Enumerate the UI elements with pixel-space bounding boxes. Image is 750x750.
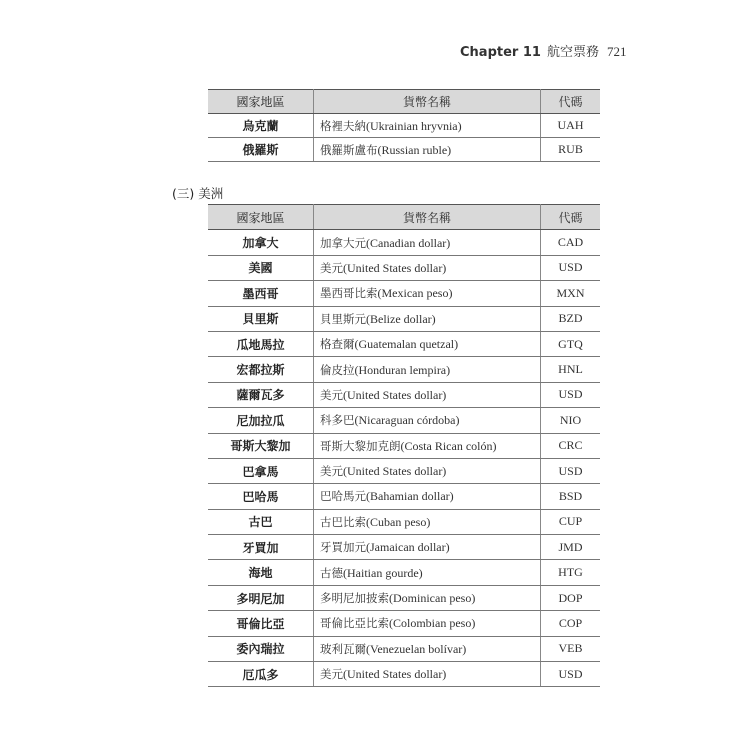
table-row xyxy=(208,585,600,610)
country-cell: 海地 xyxy=(208,560,314,585)
currency-name-zh: 美元 xyxy=(320,464,343,479)
code-cell: UAH xyxy=(541,114,601,138)
table-row xyxy=(208,357,600,382)
currency-cell xyxy=(314,230,541,255)
currency-name-en: (Venezuelan bolívar) xyxy=(366,641,467,656)
currency-cell xyxy=(314,281,541,306)
currency-name-en: (Dominican peso) xyxy=(389,591,476,606)
code-cell: RUB xyxy=(541,138,601,162)
page-header xyxy=(460,41,627,60)
currency-name-en: (Belize dollar) xyxy=(366,311,436,326)
table-row xyxy=(208,281,600,306)
currency-cell xyxy=(314,408,541,433)
table-row xyxy=(208,114,600,138)
code-cell: USD xyxy=(541,382,601,407)
table-row xyxy=(208,408,600,433)
country-cell: 巴哈馬 xyxy=(208,484,314,509)
currency-name-en: (United States dollar) xyxy=(343,667,447,682)
country-cell: 加拿大 xyxy=(208,230,314,255)
currency-name-zh: 哥倫比亞比索 xyxy=(320,616,389,631)
code-cell: USD xyxy=(541,458,601,483)
table-row xyxy=(208,230,600,255)
currency-cell xyxy=(314,585,541,610)
currency-name-zh: 墨西哥比索 xyxy=(320,286,378,301)
code-cell: COP xyxy=(541,611,601,636)
currency-table-americas xyxy=(208,204,600,687)
table-body xyxy=(208,230,600,687)
country-cell: 哥斯大黎加 xyxy=(208,433,314,458)
currency-cell xyxy=(314,484,541,509)
country-cell: 烏克蘭 xyxy=(208,114,314,138)
table-row xyxy=(208,509,600,534)
table-row xyxy=(208,382,600,407)
code-cell: CAD xyxy=(541,230,601,255)
currency-cell xyxy=(314,138,541,162)
currency-name-zh: 俄羅斯盧布 xyxy=(320,142,378,157)
currency-name-en: (Bahamian dollar) xyxy=(366,489,454,504)
currency-cell xyxy=(314,560,541,585)
country-cell: 貝里斯 xyxy=(208,306,314,331)
currency-name-en: (Cuban peso) xyxy=(366,514,431,529)
country-cell: 俄羅斯 xyxy=(208,138,314,162)
currency-name-zh: 古德 xyxy=(320,565,343,580)
country-cell: 美國 xyxy=(208,255,314,280)
code-cell: HNL xyxy=(541,357,601,382)
table-row xyxy=(208,535,600,560)
code-cell: BSD xyxy=(541,484,601,509)
currency-name-zh: 格查爾 xyxy=(320,337,355,352)
currency-name-en: (Haitian gourde) xyxy=(343,565,423,580)
table-body xyxy=(208,114,600,162)
code-cell: VEB xyxy=(541,636,601,661)
currency-name-en: (United States dollar) xyxy=(343,387,447,402)
table-row xyxy=(208,458,600,483)
currency-name-zh: 格裡夫納 xyxy=(320,118,366,133)
code-cell: CUP xyxy=(541,509,601,534)
currency-name-zh: 哥斯大黎加克朗 xyxy=(320,438,401,453)
table-row xyxy=(208,560,600,585)
currency-cell xyxy=(314,509,541,534)
currency-name-en: (Costa Rican colón) xyxy=(400,438,497,453)
currency-name-en: (Mexican peso) xyxy=(377,286,453,301)
country-cell: 厄瓜多 xyxy=(208,662,314,687)
code-cell: USD xyxy=(541,255,601,280)
currency-cell xyxy=(314,306,541,331)
currency-name-en: (Colombian peso) xyxy=(389,616,476,631)
country-cell: 委內瑞拉 xyxy=(208,636,314,661)
table-header-row xyxy=(208,90,600,114)
code-cell: MXN xyxy=(541,281,601,306)
code-cell: USD xyxy=(541,662,601,687)
column-header-code: 代碼 xyxy=(541,205,601,230)
currency-name-en: (Canadian dollar) xyxy=(366,235,451,250)
table-row xyxy=(208,611,600,636)
currency-name-zh: 巴哈馬元 xyxy=(320,489,366,504)
currency-cell xyxy=(314,357,541,382)
currency-name-zh: 多明尼加披索 xyxy=(320,591,389,606)
chapter-title: 航空票務 xyxy=(546,45,599,60)
code-cell: NIO xyxy=(541,408,601,433)
table-row xyxy=(208,255,600,280)
currency-cell xyxy=(314,114,541,138)
country-cell: 多明尼加 xyxy=(208,585,314,610)
currency-name-zh: 美元 xyxy=(320,667,343,682)
table-row xyxy=(208,306,600,331)
currency-name-en: (Guatemalan quetzal) xyxy=(354,337,459,352)
currency-cell xyxy=(314,255,541,280)
currency-name-en: (United States dollar) xyxy=(343,464,447,479)
currency-name-zh: 加拿大元 xyxy=(320,235,366,250)
chapter-label: Chapter 11 xyxy=(460,45,541,60)
currency-name-zh: 科多巴 xyxy=(320,413,355,428)
column-header-currency: 貨幣名稱 xyxy=(314,90,541,114)
currency-name-zh: 貝里斯元 xyxy=(320,311,366,326)
currency-name-zh: 美元 xyxy=(320,260,343,275)
code-cell: BZD xyxy=(541,306,601,331)
currency-name-zh: 倫皮拉 xyxy=(320,362,355,377)
currency-cell xyxy=(314,535,541,560)
currency-cell xyxy=(314,662,541,687)
table-row xyxy=(208,138,600,162)
code-cell: JMD xyxy=(541,535,601,560)
table-row xyxy=(208,484,600,509)
code-cell: DOP xyxy=(541,585,601,610)
currency-cell xyxy=(314,636,541,661)
currency-name-en: (Honduran lempira) xyxy=(354,362,451,377)
currency-name-en: (Nicaraguan córdoba) xyxy=(354,413,460,428)
country-cell: 尼加拉瓜 xyxy=(208,408,314,433)
currency-cell xyxy=(314,611,541,636)
country-cell: 古巴 xyxy=(208,509,314,534)
currency-cell xyxy=(314,458,541,483)
code-cell: HTG xyxy=(541,560,601,585)
currency-cell xyxy=(314,331,541,356)
currency-cell xyxy=(314,382,541,407)
currency-name-en: (Ukrainian hryvnia) xyxy=(366,118,462,133)
table-row xyxy=(208,662,600,687)
country-cell: 牙買加 xyxy=(208,535,314,560)
country-cell: 哥倫比亞 xyxy=(208,611,314,636)
code-cell: CRC xyxy=(541,433,601,458)
currency-name-en: (United States dollar) xyxy=(343,260,447,275)
currency-name-zh: 牙買加元 xyxy=(320,540,366,555)
currency-name-en: (Russian ruble) xyxy=(377,142,452,157)
table-row xyxy=(208,636,600,661)
currency-name-en: (Jamaican dollar) xyxy=(366,540,450,555)
page-number: 721 xyxy=(606,44,627,59)
currency-cell xyxy=(314,433,541,458)
currency-name-zh: 古巴比索 xyxy=(320,514,366,529)
currency-table-europe xyxy=(208,89,600,162)
currency-name-zh: 玻利瓦爾 xyxy=(320,641,366,656)
code-cell: GTQ xyxy=(541,331,601,356)
table-row xyxy=(208,331,600,356)
column-header-country: 國家地區 xyxy=(208,90,314,114)
column-header-country: 國家地區 xyxy=(208,205,314,230)
section-title-americas: (三) 美洲 xyxy=(172,186,224,201)
country-cell: 薩爾瓦多 xyxy=(208,382,314,407)
country-cell: 巴拿馬 xyxy=(208,458,314,483)
table-row xyxy=(208,433,600,458)
currency-name-zh: 美元 xyxy=(320,387,343,402)
column-header-code: 代碼 xyxy=(541,90,601,114)
country-cell: 瓜地馬拉 xyxy=(208,331,314,356)
country-cell: 宏都拉斯 xyxy=(208,357,314,382)
table-header-row xyxy=(208,205,600,230)
country-cell: 墨西哥 xyxy=(208,281,314,306)
column-header-currency: 貨幣名稱 xyxy=(314,205,541,230)
